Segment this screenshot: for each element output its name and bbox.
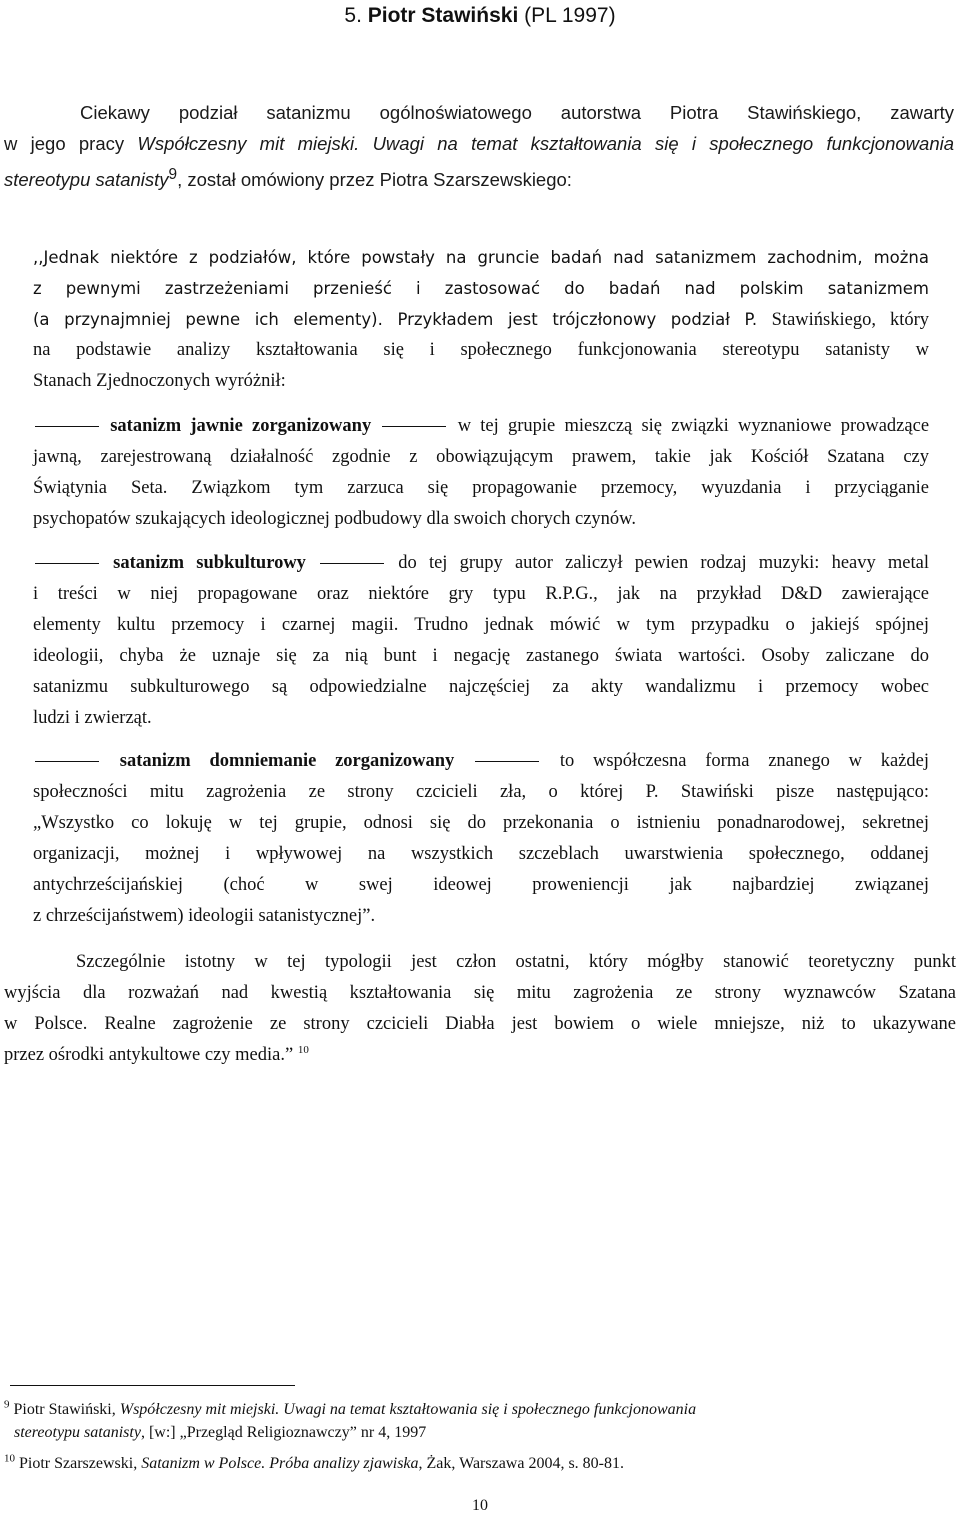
quote-line-5: Stanach Zjednoczonych wyróżnił: [33, 371, 286, 391]
quote-line-4: na podstawie analizy kształtowania się i społecznego funkcjonowania stereotypu satanisty w [33, 340, 929, 360]
item1-line-2: jawną, zarejestrowaną działalność zgodnie z obowiązującym prawem, takie jak Kościół Szatana czy [33, 447, 929, 467]
quote-line-2: z pewnymi zastrzeżeniami przenieść i zastosować do badań nad polskim satanizmem [33, 279, 929, 298]
closing-line-3: w Polsce. Realne zagrożenie ze strony czcicieli Diabła jest bowiem o wiele mniejsze, niż to ukazywane [4, 1014, 956, 1034]
item2-line-2: i treści w niej propagowane oraz niektóre gry typu R.P.G., jak na przykład D&D zawierające [33, 584, 929, 604]
footnote-9-author: Piotr Stawiński, [13, 1401, 120, 1418]
footnote-9-title-end: stereotypu satanisty [14, 1424, 141, 1441]
footnote-9-source: , [w:] „Przegląd Religioznawczy” nr 4, 1997 [140, 1424, 427, 1441]
item1-term: satanizm jawnie zorganizowany [110, 416, 372, 436]
footnote-10-number: 10 [4, 1452, 15, 1465]
em-dash [35, 563, 99, 564]
typology-item-1 [33, 411, 929, 535]
closing-line-1: Szczególnie istotny w tej typologii jest człon ostatni, który mógłby stanowić teoretyczny punkt [76, 952, 956, 972]
quote-paragraph [33, 242, 929, 397]
footnote-ref-10: 10 [297, 1043, 309, 1056]
quote-line-3 [33, 304, 929, 335]
item3-line-5: antychrześcijańskiej (choć w swej ideowej proweniencji jak najbardziej związanej [33, 875, 929, 895]
item2-line-1-text: do tej grupy autor zaliczył pewien rodzaj muzyki: heavy metal [398, 553, 930, 573]
em-dash [475, 761, 539, 762]
intro-line-2-text: w jego pracy [4, 133, 138, 154]
closing-line-4 [4, 1040, 956, 1071]
footnote-10 [4, 1452, 624, 1475]
heading-name: Piotr Stawiński [367, 4, 519, 27]
footnote-divider [10, 1385, 295, 1386]
item2-line-6: ludzi i zwierząt. [33, 708, 152, 728]
footnote-9-title: Współczesny mit miejski. Uwagi na temat kształtowania się i społecznego funkcjonowania [119, 1401, 697, 1418]
cited-title-end: stereotypu satanisty [4, 169, 169, 191]
em-dash [35, 761, 99, 762]
typology-item-2 [33, 548, 929, 734]
quote-line-3-b: Stawińskiego, który [771, 310, 929, 330]
em-dash [320, 563, 384, 564]
footnote-9-number: 9 [4, 1398, 10, 1411]
item2-line-1 [33, 548, 929, 579]
item1-line-1-text: w tej grupie mieszczą się związki wyznaniowe prowadzące [457, 416, 930, 436]
item3-term: satanizm domniemanie zorganizowany [119, 751, 455, 771]
heading-number: 5. [344, 4, 362, 27]
item2-line-4: ideologii, chyba że uznaje się za nią bunt i negację zastanego świata wartości. Osoby zaliczane do [33, 646, 929, 666]
closing-line-2: wyjścia dla rozważań nad kwestią kształtowania się mitu zagrożenia ze strony wyznawców Szatana [4, 983, 956, 1003]
footnote-ref-9: 9 [168, 166, 178, 183]
item3-line-3: „Wszystko co lokuję w tej grupie, odnosi się do przekonania o istnieniu ponadnarodowej, sekretnej [33, 813, 929, 833]
item2-line-5: satanizmu subkulturowego są odpowiedzialne najczęściej za akty wandalizmu i przemocy wobec [33, 677, 929, 697]
item2-term: satanizm subkulturowy [113, 553, 306, 573]
intro-paragraph [4, 97, 954, 190]
em-dash [35, 426, 99, 427]
item1-line-4: psychopatów szukających ideologicznej podbudowy dla swoich chorych czynów. [33, 509, 636, 529]
em-dash [382, 426, 446, 427]
intro-line-3 [4, 159, 954, 190]
item2-line-3: elementy kultu przemocy i czarnej magii. Trudno jednak mówić w tym przypadku o jakiejś spójnej [33, 615, 929, 635]
item3-line-6: z chrześcijaństwem) ideologii satanistycznej”. [33, 906, 376, 926]
closing-line-4-text: przez ośrodki antykultowe czy media.” [4, 1045, 294, 1065]
heading-suffix: (PL 1997) [524, 4, 616, 27]
footnote-9 [4, 1398, 696, 1444]
footnote-10-source: , Żak, Warszawa 2004, s. 80-81. [418, 1455, 625, 1472]
closing-paragraph [4, 947, 956, 1071]
item3-line-1 [33, 746, 929, 777]
item3-line-1-text: to współczesna forma znanego w każdej [559, 751, 929, 771]
item3-line-4: organizacji, możnej i wpływowej na wszystkich szczeblach uwarstwienia społecznego, oddanej [33, 844, 929, 864]
intro-line-3-text: , został omówiony przez Piotra Szarszewskiego: [177, 169, 572, 191]
footnote-10-author: Piotr Szarszewski, [19, 1455, 142, 1472]
footnote-10-title: Satanizm w Polsce. Próba analizy zjawiska [141, 1455, 419, 1472]
cited-title: Współczesny mit miejski. Uwagi na temat kształtowania się i społecznego funkcjonowania [137, 133, 955, 154]
item1-line-3: Świątynia Seta. Związkom tym zarzuca się propagowanie przemocy, wyuzdania i przyciąganie [33, 478, 929, 498]
quote-line-3-a: (a przynajmniej pewne ich elementy). Przykładem jest trójczłonowy podział P. [33, 310, 758, 329]
intro-line-1: Ciekawy podział satanizmu ogólnoświatowego autorstwa Piotra Stawińskiego, zawarty [80, 102, 954, 123]
page-number: 10 [472, 1497, 488, 1514]
item1-line-1 [33, 411, 929, 442]
section-heading [0, 4, 960, 28]
quote-line-1: ,,Jednak niektóre z podziałów, które powstały na gruncie badań nad satanizmem zachodnim, można [33, 248, 929, 267]
item3-line-2: społeczności mitu zagrożenia ze strony czcicieli zła, o której P. Stawiński pisze następująco: [33, 782, 929, 802]
intro-line-2 [4, 128, 954, 159]
typology-item-3 [33, 746, 929, 932]
